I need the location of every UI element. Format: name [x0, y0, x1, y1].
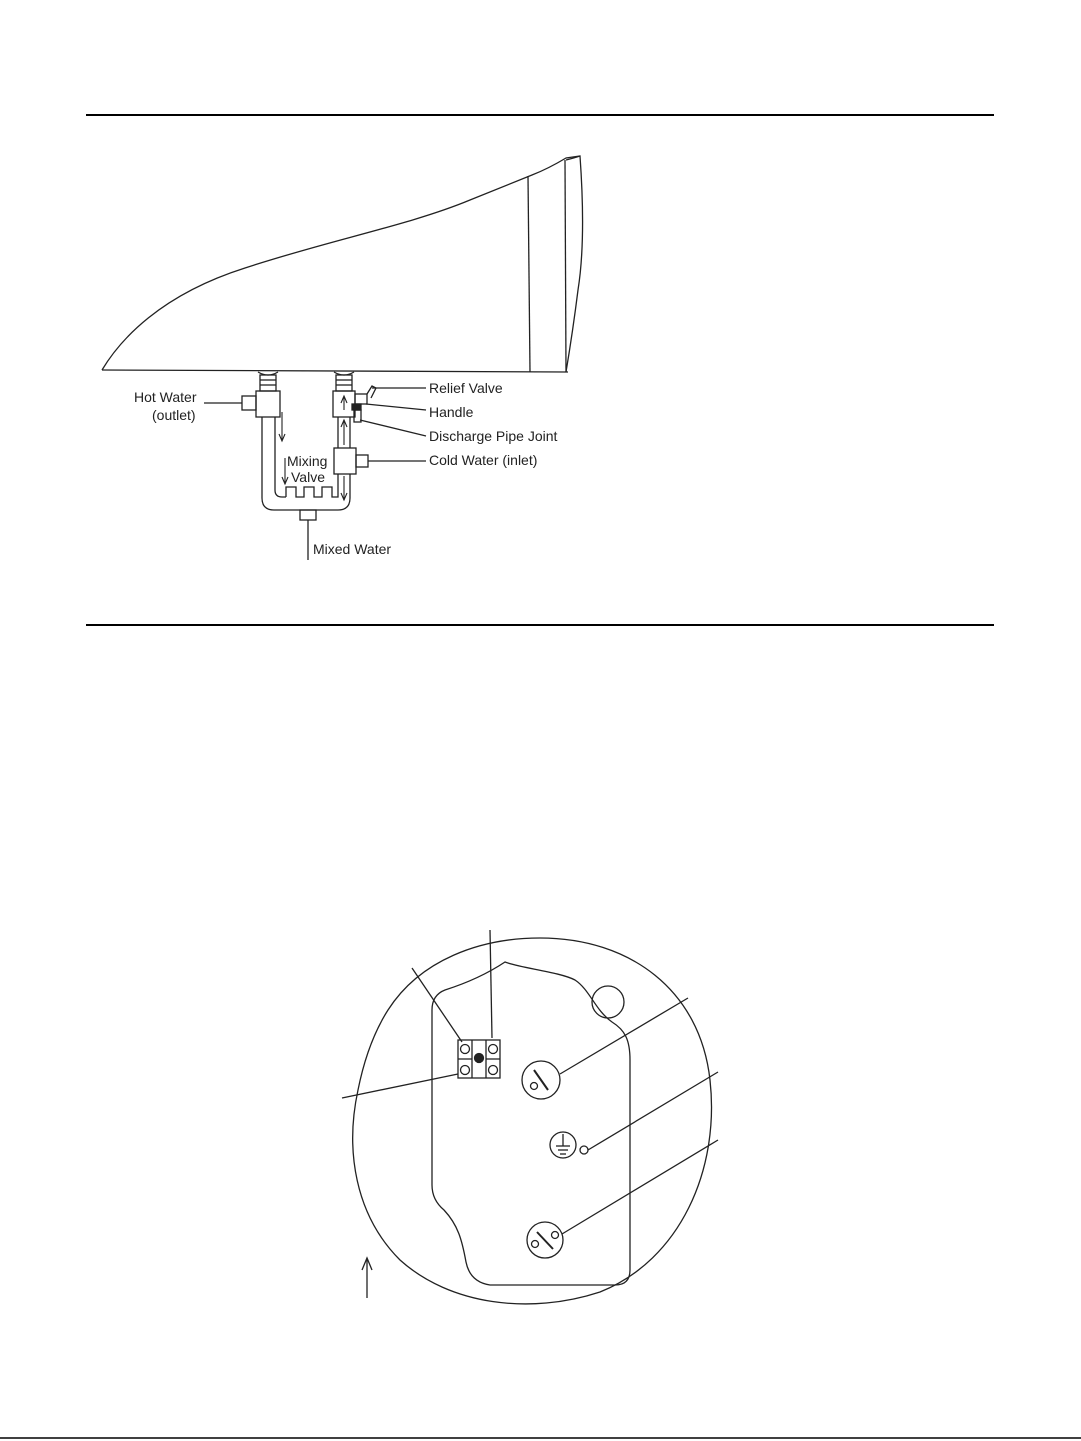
up-arrow-icon [362, 1258, 372, 1298]
earth-terminal [550, 1132, 588, 1158]
opening-hole [592, 986, 624, 1018]
lower-screw-terminal [527, 1222, 563, 1258]
leader-line-block-top [490, 930, 492, 1038]
label-hot-water: Hot Water [134, 389, 197, 405]
label-valve: Valve [291, 469, 325, 485]
label-mixed-water: Mixed Water [313, 541, 392, 557]
relief-valve [352, 386, 426, 436]
terminal-block [458, 1040, 500, 1078]
plumbing-diagram [102, 156, 583, 560]
wiring-diagram [342, 930, 718, 1304]
label-relief-valve: Relief Valve [429, 380, 503, 396]
housing-outline [353, 938, 712, 1304]
leader-line-earth [588, 1072, 718, 1150]
label-hot-water-outlet: (outlet) [152, 407, 196, 423]
hot-water-outlet [204, 372, 296, 510]
label-handle: Handle [429, 404, 474, 420]
label-discharge-pipe-joint: Discharge Pipe Joint [429, 428, 558, 444]
cold-water-inlet [333, 372, 426, 510]
label-cold-water-inlet: Cold Water (inlet) [429, 452, 538, 468]
leader-line-upper-screw [560, 998, 688, 1074]
inner-plate [432, 962, 630, 1285]
water-heater-body [102, 156, 583, 372]
upper-screw-terminal [522, 1061, 560, 1099]
leader-line-block-left [412, 968, 462, 1042]
label-mixing: Mixing [287, 453, 328, 469]
